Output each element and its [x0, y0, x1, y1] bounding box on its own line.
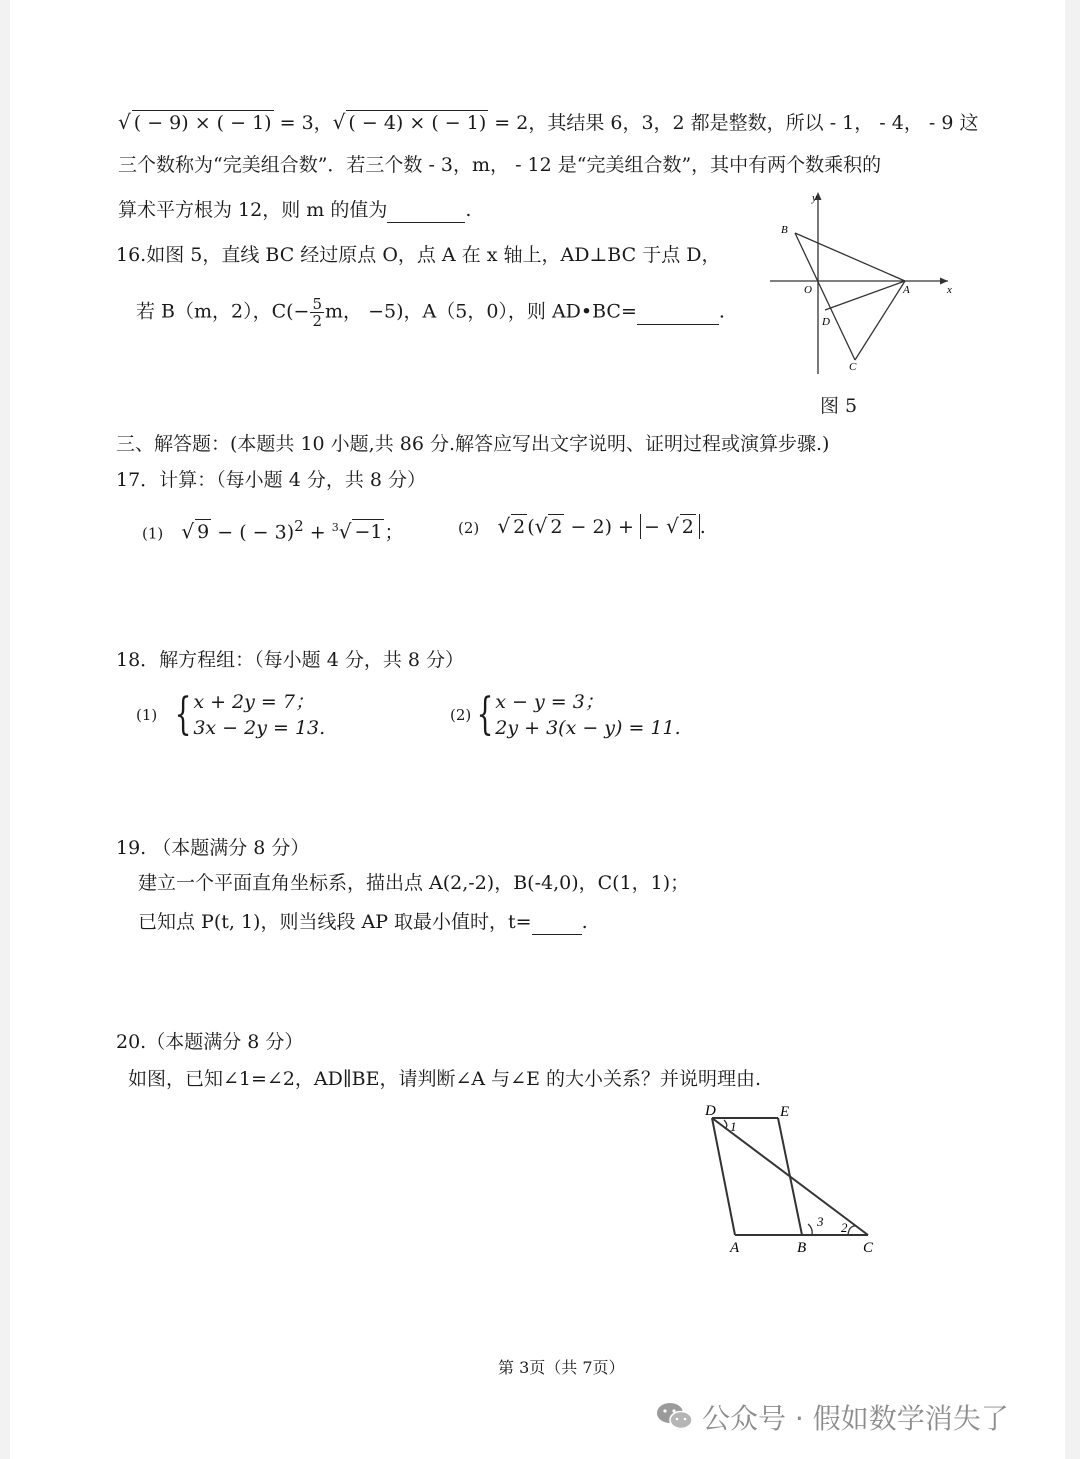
figure-5-caption: 图 5 — [820, 395, 858, 417]
fraction-five-halves: $\frac{5}{2}$ — [312, 295, 323, 330]
label-B: B — [781, 224, 788, 236]
q18-part1: (1) {x + 2y = 7； 3x − 2y = 13. — [136, 689, 326, 740]
q15-line1: √ ( − 9) × ( − 1) = 3，√ ( − 4) × ( − 1) = 2，其结果 6，3，2 都是整数，所以 - 1， - 4， - 9 这 — [118, 110, 979, 134]
label-A: A — [903, 284, 910, 296]
wechat-icon — [655, 1400, 695, 1432]
label-D: D — [705, 1103, 716, 1119]
q17-part1: (1) √ 9 − ( − 3)$^2$ + $^3$√ −1 ； — [142, 517, 404, 544]
q15-line2: 三个数称为“完美组合数”．若三个数 - 3，m， - 12 是“完美组合数”，其中有两个数乘积的 — [118, 154, 882, 176]
q19-title: 19. （本题满分 8 分） — [116, 837, 310, 859]
q15-line3: 算术平方根为 12，则 m 的值为 . — [118, 199, 472, 221]
q19-line1: 建立一个平面直角坐标系，描出点 A(2,-2)，B(-4,0)，C(1，1)； — [138, 872, 690, 894]
angle-3-label: 3 — [817, 1214, 824, 1229]
q17-part2: (2) √ 2 (√ 2 − 2) + − √ 2 . — [458, 514, 706, 538]
q20-title: 20.（本题满分 8 分） — [116, 1031, 304, 1053]
q18-title: 18．解方程组：（每小题 4 分，共 8 分） — [116, 649, 465, 671]
figure-5-coordinate-diagram — [760, 188, 960, 378]
angle-1-label: 1 — [730, 1119, 737, 1134]
label-C: C — [849, 361, 857, 373]
q16-line2: 若 B（m，2），C(− $\frac{5}{2}$ m， −5)，A（5，0），则 AD•BC= . — [136, 295, 725, 330]
label-D: D — [822, 316, 830, 328]
page-footer: 第 3页（共 7页） — [498, 1358, 625, 1377]
label-O: O — [804, 284, 812, 296]
q20-geometry-figure — [700, 1098, 890, 1258]
label-B: B — [797, 1240, 807, 1256]
watermark-text: 公众号 · 假如数学消失了 — [702, 1402, 1009, 1435]
label-A: A — [730, 1240, 740, 1256]
section-3-heading: 三、解答题：(本题共 10 小题,共 86 分.解答应写出文字说明、证明过程或演算步骤.) — [116, 433, 830, 455]
q16-line1: 16.如图 5，直线 BC 经过原点 O，点 A 在 x 轴上，AD⊥BC 于点 D， — [116, 244, 721, 266]
exam-page — [10, 0, 1065, 1459]
label-x: x — [947, 284, 952, 296]
angle-2-label: 2 — [841, 1220, 848, 1235]
q17-title: 17．计算：（每小题 4 分，共 8 分） — [116, 469, 427, 491]
q20-line1: 如图，已知∠1=∠2，AD∥BE，请判断∠A 与∠E 的大小关系？并说明理由. — [128, 1068, 762, 1090]
q19-line2: 已知点 P(t, 1)，则当线段 AP 取最小值时，t= . — [138, 911, 588, 933]
q18-part2: (2) {x − y = 3； 2y + 3(x − y) = 11. — [450, 689, 681, 740]
label-y: y — [812, 192, 817, 204]
label-E: E — [780, 1104, 790, 1120]
label-C: C — [863, 1240, 874, 1256]
